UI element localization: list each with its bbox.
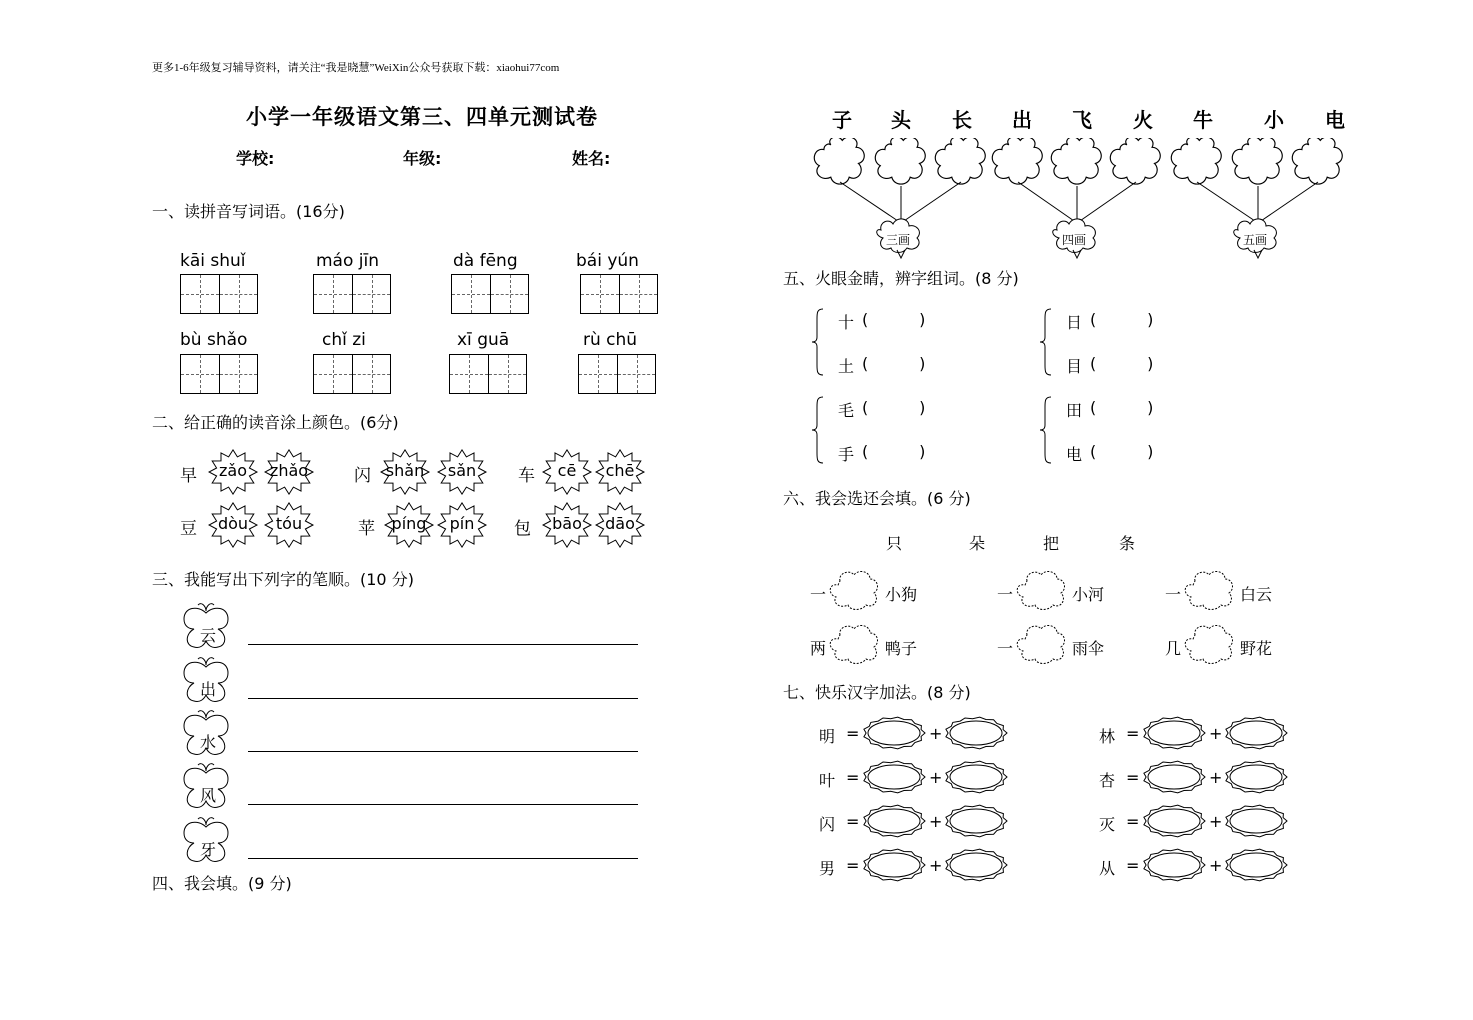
q2-char: 苹 — [358, 519, 375, 539]
pinyin-4: bái yún — [576, 251, 639, 271]
cloud-box — [1292, 138, 1342, 184]
school-label: 学校: — [236, 149, 275, 168]
answer-oval[interactable] — [943, 803, 1009, 843]
q4-char-8: 小 — [1264, 108, 1284, 132]
plus-sign: + — [1209, 768, 1223, 787]
equals-sign: = — [1126, 724, 1140, 743]
plus-sign: + — [929, 812, 943, 831]
page-title: 小学一年级语文第三、四单元测试卷 — [246, 105, 598, 129]
equals-sign: = — [846, 856, 860, 875]
q5-paren[interactable]: ( ) — [862, 354, 926, 373]
q6-prefix: 一 — [1165, 585, 1182, 604]
plus-sign: + — [1209, 856, 1223, 875]
measure-word: 朵 — [969, 534, 986, 553]
q5-char: 电 — [1066, 445, 1083, 464]
q6-prefix: 几 — [1165, 639, 1182, 658]
grade-label: 年级: — [403, 149, 442, 168]
writing-grid-6[interactable] — [313, 354, 391, 394]
equals-sign: = — [846, 768, 860, 787]
answer-oval[interactable] — [861, 759, 927, 799]
q5-char: 田 — [1066, 401, 1083, 420]
cloud-box — [875, 138, 925, 184]
q5-paren[interactable]: ( ) — [1090, 310, 1154, 329]
q7-char: 闪 — [819, 815, 836, 834]
q4-char-2: 头 — [891, 108, 911, 132]
q6-prefix: 一 — [997, 585, 1014, 604]
q6-word: 白云 — [1240, 585, 1273, 604]
pinyin-option[interactable]: píng — [384, 502, 434, 548]
q7-char: 从 — [1099, 859, 1116, 878]
pinyin-option[interactable]: dāo — [595, 502, 645, 548]
group-label-4: 四画 — [1062, 233, 1087, 247]
pinyin-option[interactable]: tóu — [264, 502, 314, 548]
answer-oval[interactable] — [943, 847, 1009, 887]
pinyin-option[interactable]: bāo — [542, 502, 592, 548]
answer-oval[interactable] — [943, 715, 1009, 755]
plus-sign: + — [929, 856, 943, 875]
answer-oval[interactable] — [861, 803, 927, 843]
plus-sign: + — [929, 768, 943, 787]
q5-char: 十 — [838, 313, 855, 332]
q4-title: 四、我会填。(9 分) — [152, 874, 292, 893]
pinyin-option[interactable]: pín — [437, 502, 487, 548]
pinyin-option[interactable]: dòu — [208, 502, 258, 548]
group-label-5: 五画 — [1243, 233, 1268, 247]
pinyin-option[interactable]: sǎn — [437, 449, 487, 495]
answer-cloud[interactable] — [828, 623, 878, 669]
group-label-3: 三画 — [886, 233, 911, 247]
equals-sign: = — [1126, 856, 1140, 875]
q6-word: 小河 — [1072, 585, 1105, 604]
cloud-box — [1110, 138, 1160, 184]
q6-word: 鸭子 — [885, 639, 918, 658]
cloud-box — [1051, 138, 1101, 184]
answer-oval[interactable] — [861, 847, 927, 887]
answer-cloud[interactable] — [1183, 569, 1233, 615]
q6-word: 雨伞 — [1072, 639, 1105, 658]
pinyin-option[interactable]: zhǎo — [264, 449, 314, 495]
answer-oval[interactable] — [1223, 803, 1289, 843]
q5-char: 土 — [838, 357, 855, 376]
measure-word: 只 — [886, 534, 903, 553]
answer-oval[interactable] — [1223, 847, 1289, 887]
q4-char-1: 子 — [832, 108, 852, 132]
q2-char: 车 — [518, 466, 535, 486]
writing-grid-4[interactable] — [580, 274, 658, 314]
pinyin-option[interactable]: shǎn — [380, 449, 430, 495]
q6-prefix: 一 — [997, 639, 1014, 658]
cloud-box — [1171, 138, 1221, 184]
writing-grid-1[interactable] — [180, 274, 258, 314]
q5-paren[interactable]: ( ) — [1090, 398, 1154, 417]
q7-char: 男 — [819, 859, 836, 878]
q6-word: 野花 — [1240, 639, 1273, 658]
writing-grid-5[interactable] — [180, 354, 258, 394]
q5-char: 目 — [1066, 357, 1083, 376]
plus-sign: + — [1209, 724, 1223, 743]
equals-sign: = — [1126, 812, 1140, 831]
butterfly-char-box: 出 — [180, 655, 236, 705]
q2-char: 豆 — [180, 519, 197, 539]
q5-paren[interactable]: ( ) — [862, 442, 926, 461]
pinyin-7: xī guā — [457, 330, 510, 350]
answer-oval[interactable] — [943, 759, 1009, 799]
pinyin-option[interactable]: chē — [595, 449, 645, 495]
pinyin-5: bù shǎo — [180, 330, 248, 350]
answer-cloud[interactable] — [1015, 623, 1065, 669]
q5-title: 五、火眼金睛，辨字组词。(8 分) — [783, 269, 1019, 288]
q7-char: 林 — [1099, 727, 1116, 746]
measure-word: 把 — [1043, 534, 1060, 553]
writing-grid-3[interactable] — [451, 274, 529, 314]
pinyin-3: dà fēng — [453, 251, 518, 271]
brace-icon — [811, 307, 825, 377]
plus-sign: + — [929, 724, 943, 743]
q7-char: 明 — [819, 727, 836, 746]
measure-word: 条 — [1119, 534, 1136, 553]
answer-oval[interactable] — [1141, 803, 1207, 843]
cloud-box — [814, 138, 864, 184]
stroke-order-line[interactable] — [248, 804, 638, 805]
q2-char: 包 — [514, 519, 531, 539]
q5-paren[interactable]: ( ) — [1090, 354, 1154, 373]
pinyin-option[interactable]: zǎo — [208, 449, 258, 495]
q5-paren[interactable]: ( ) — [862, 398, 926, 417]
q4-char-6: 火 — [1133, 108, 1153, 132]
q4-char-9: 电 — [1325, 108, 1345, 132]
stroke-order-line[interactable] — [248, 698, 638, 699]
writing-grid-8[interactable] — [578, 354, 656, 394]
butterfly-char-box: 风 — [180, 761, 236, 811]
butterfly-char-box: 水 — [180, 708, 236, 758]
plus-sign: + — [1209, 812, 1223, 831]
answer-cloud[interactable] — [1183, 623, 1233, 669]
butterfly-char-box: 牙 — [180, 815, 236, 865]
q5-char: 手 — [838, 445, 855, 464]
equals-sign: = — [846, 812, 860, 831]
answer-cloud[interactable] — [828, 569, 878, 615]
q4-char-7: 牛 — [1193, 108, 1213, 132]
writing-grid-7[interactable] — [449, 354, 527, 394]
answer-oval[interactable] — [1141, 759, 1207, 799]
cloud-box — [935, 138, 985, 184]
answer-cloud[interactable] — [1015, 569, 1065, 615]
brace-icon — [811, 395, 825, 465]
answer-oval[interactable] — [861, 715, 927, 755]
q6-word: 小狗 — [885, 585, 918, 604]
q3-title: 三、我能写出下列字的笔顺。(10 分) — [152, 570, 414, 589]
pinyin-2: máo jīn — [316, 251, 380, 271]
equals-sign: = — [846, 724, 860, 743]
brace-icon — [1039, 307, 1053, 377]
header-note: 更多1-6年级复习辅导资料，请关注“我是晓慧”WeiXin公众号获取下载：xiaohui77com — [152, 62, 560, 74]
stroke-order-line[interactable] — [248, 644, 638, 645]
answer-oval[interactable] — [1223, 715, 1289, 755]
stroke-order-line[interactable] — [248, 858, 638, 859]
q7-char: 灭 — [1099, 815, 1116, 834]
name-label: 姓名: — [572, 149, 611, 168]
q6-title: 六、我会选还会填。(6 分) — [783, 489, 971, 508]
answer-oval[interactable] — [1141, 847, 1207, 887]
stroke-order-line[interactable] — [248, 751, 638, 752]
q7-char: 叶 — [819, 771, 836, 790]
q4-char-3: 长 — [952, 108, 972, 132]
cloud-box — [1232, 138, 1282, 184]
q4-char-5: 飞 — [1072, 108, 1092, 132]
q4-char-4: 出 — [1012, 108, 1032, 132]
q1-title: 一、读拼音写词语。(16分) — [152, 202, 345, 221]
q7-char: 杏 — [1099, 771, 1116, 790]
pinyin-1: kāi shuǐ — [180, 251, 246, 271]
pinyin-8: rù chū — [583, 330, 638, 350]
q2-char: 闪 — [354, 466, 371, 486]
q5-char: 日 — [1066, 313, 1083, 332]
q7-title: 七、快乐汉字加法。(8 分) — [783, 683, 971, 702]
writing-grid-2[interactable] — [313, 274, 391, 314]
pinyin-option[interactable]: cē — [542, 449, 592, 495]
q2-title: 二、给正确的读音涂上颜色。(6分) — [152, 413, 399, 432]
pinyin-6: chǐ zi — [322, 330, 366, 350]
equals-sign: = — [1126, 768, 1140, 787]
q2-char: 早 — [180, 466, 197, 486]
brace-icon — [1039, 395, 1053, 465]
butterfly-char-box: 云 — [180, 601, 236, 651]
cloud-box — [992, 138, 1042, 184]
q5-char: 毛 — [838, 401, 855, 420]
answer-oval[interactable] — [1223, 759, 1289, 799]
q6-prefix: 一 — [810, 585, 827, 604]
q6-prefix: 两 — [810, 639, 827, 658]
answer-oval[interactable] — [1141, 715, 1207, 755]
q5-paren[interactable]: ( ) — [862, 310, 926, 329]
q5-paren[interactable]: ( ) — [1090, 442, 1154, 461]
